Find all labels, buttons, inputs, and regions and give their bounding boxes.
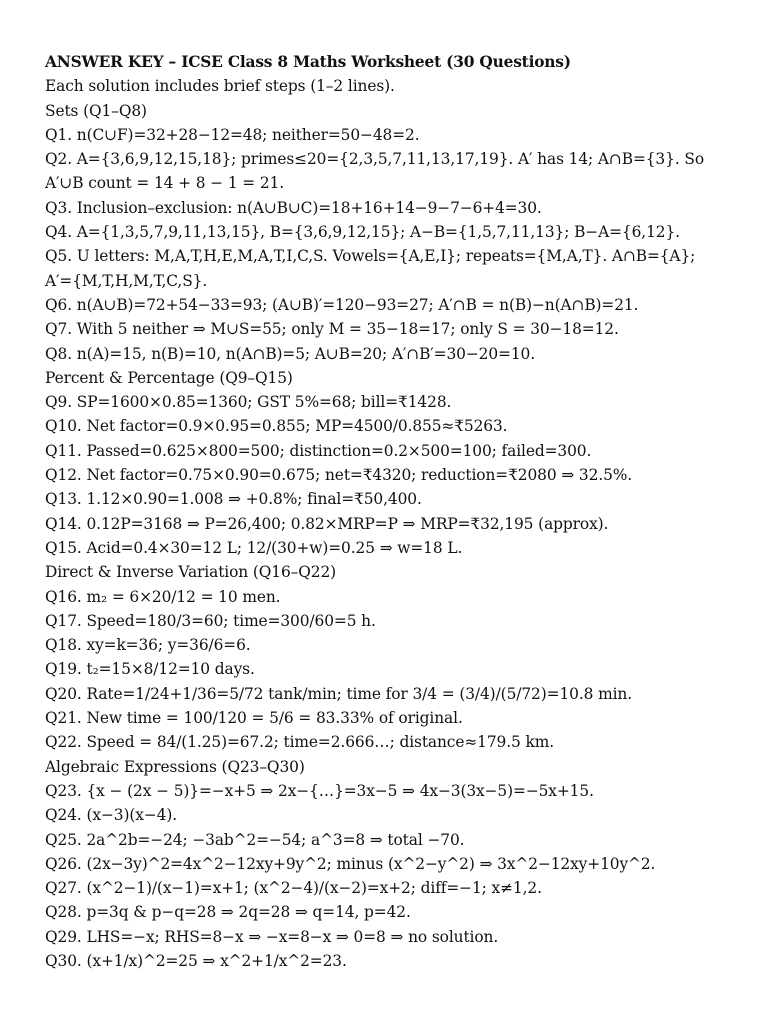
answer-line: Q8. n(A)=15, n(B)=10, n(A∩B)=5; A∪B=20; A′∩B′=30−20=10. [45, 344, 536, 363]
answer-line: Q6. n(A∪B)=72+54−33=93; (A∪B)′=120−93=27; A′∩B = n(B)−n(A∩B)=21. [45, 295, 639, 314]
answer-line: Q4. A={1,3,5,7,9,11,13,15}, B={3,6,9,12,15}; A−B={1,5,7,11,13}; B−A={6,12}. [45, 223, 680, 242]
section-percent [45, 366, 745, 560]
answer-line: Q19. t₂=15×8/12=10 days. [45, 660, 255, 679]
answer-line: A′={M,T,H,M,T,C,S}. [45, 271, 208, 290]
section-algebra [45, 755, 745, 974]
answer-line: Q5. U letters: M,A,T,H,E,M,A,T,I,C,S. Vowels={A,E,I}; repeats={M,A,T}. A∩B={A}; [45, 247, 696, 266]
answer-line: Q16. m₂ = 6×20/12 = 10 men. [45, 587, 281, 606]
answer-line: Q1. n(C∪F)=32+28−12=48; neither=50−48=2. [45, 125, 420, 144]
answer-line: Q23. {x − (2x − 5)}=−x+5 ⇒ 2x−{…}=3x−5 ⇒ 4x−3(3x−5)=−5x+15. [45, 781, 594, 800]
answer-line: Q14. 0.12P=3168 ⇒ P=26,400; 0.82×MRP=P ⇒ MRP=₹32,195 (approx). [45, 514, 609, 533]
answer-line: Q10. Net factor=0.9×0.95=0.855; MP=4500/0.855≈₹5263. [45, 417, 508, 436]
answer-key-document [45, 50, 745, 973]
answer-line: Q13. 1.12×0.90=1.008 ⇒ +0.8%; final=₹50,400. [45, 490, 422, 509]
answer-line: Q21. New time = 100/120 = 5/6 = 83.33% of original. [45, 709, 463, 728]
answer-line: Q30. (x+1/x)^2=25 ⇒ x^2+1/x^2=23. [45, 951, 347, 970]
section-sets [45, 99, 745, 366]
answer-line: Q12. Net factor=0.75×0.90=0.675; net=₹4320; reduction=₹2080 ⇒ 32.5%. [45, 466, 633, 485]
answer-line: Q11. Passed=0.625×800=500; distinction=0.2×500=100; failed=300. [45, 441, 592, 460]
answer-line: Q17. Speed=180/3=60; time=300/60=5 h. [45, 611, 376, 630]
section-heading: Direct & Inverse Variation (Q16–Q22) [45, 563, 337, 582]
answer-line: Q26. (2x−3y)^2=4x^2−12xy+9y^2; minus (x^2−y^2) ⇒ 3x^2−12xy+10y^2. [45, 854, 656, 873]
answer-line: Q20. Rate=1/24+1/36=5/72 tank/min; time for 3/4 = (3/4)/(5/72)=10.8 min. [45, 684, 633, 703]
answer-line: Q25. 2a^2b=−24; −3ab^2=−54; a^3=8 ⇒ total −70. [45, 830, 465, 849]
answer-line: Q9. SP=1600×0.85=1360; GST 5%=68; bill=₹1428. [45, 393, 452, 412]
answer-line: Q28. p=3q & p−q=28 ⇒ 2q=28 ⇒ q=14, p=42. [45, 903, 411, 922]
answer-line: Q15. Acid=0.4×30=12 L; 12/(30+w)=0.25 ⇒ w=18 L. [45, 538, 463, 557]
document-title: ANSWER KEY – ICSE Class 8 Maths Worksheet (30 Questions) [45, 53, 571, 71]
section-heading: Sets (Q1–Q8) [45, 101, 147, 120]
answer-line: Q7. With 5 neither ⇒ M∪S=55; only M = 35−18=17; only S = 30−18=12. [45, 320, 619, 339]
answer-line: Q27. (x^2−1)/(x−1)=x+1; (x^2−4)/(x−2)=x+2; diff=−1; x≠1,2. [45, 879, 542, 898]
answer-line: Q3. Inclusion–exclusion: n(A∪B∪C)=18+16+14−9−7−6+4=30. [45, 198, 542, 217]
answer-line: Q22. Speed = 84/(1.25)=67.2; time=2.666…; distance≈179.5 km. [45, 733, 554, 752]
document-subtitle: Each solution includes brief steps (1–2 lines). [45, 77, 395, 96]
answer-line: Q29. LHS=−x; RHS=8−x ⇒ −x=8−x ⇒ 0=8 ⇒ no solution. [45, 927, 499, 946]
section-heading: Percent & Percentage (Q9–Q15) [45, 368, 293, 387]
answer-line: Q24. (x−3)(x−4). [45, 806, 178, 825]
answer-line: A′∪B count = 14 + 8 − 1 = 21. [45, 174, 285, 193]
answer-line: Q18. xy=k=36; y=36/6=6. [45, 636, 251, 655]
section-variation [45, 560, 745, 754]
answer-line: Q2. A={3,6,9,12,15,18}; primes≤20={2,3,5,7,11,13,17,19}. A′ has 14; A∩B={3}. So [45, 150, 705, 169]
section-heading: Algebraic Expressions (Q23–Q30) [45, 757, 305, 776]
